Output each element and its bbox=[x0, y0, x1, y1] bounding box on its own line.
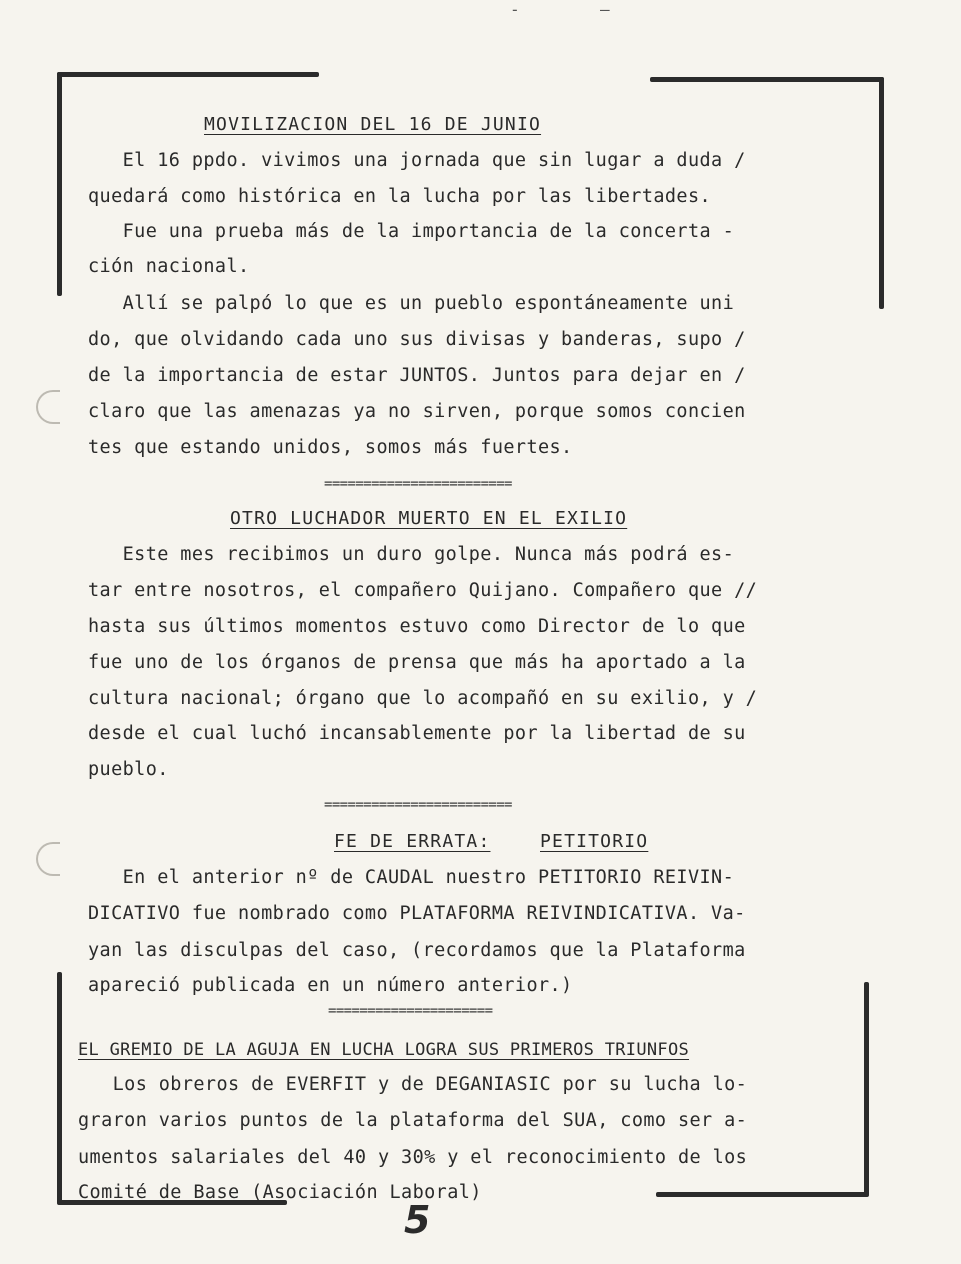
top-bracket-rule-left bbox=[57, 72, 319, 77]
page-number: 5 bbox=[404, 1198, 431, 1242]
binder-hole-upper bbox=[36, 390, 60, 424]
text-line: cultura nacional; órgano que lo acompañó en su exilio, y / bbox=[88, 688, 758, 709]
text-line: Los obreros de EVERFIT y de DEGANIASIC por su lucha lo- bbox=[78, 1074, 748, 1095]
text-line: El 16 ppdo. vivimos una jornada que sin lugar a duda / bbox=[88, 150, 746, 171]
text-line: tar entre nosotros, el compañero Quijano. Compañero que // bbox=[88, 580, 758, 601]
text-line: En el anterior nº de CAUDAL nuestro PETITORIO REIVIN- bbox=[88, 867, 735, 888]
top-bracket-rule-right bbox=[650, 77, 884, 82]
text-line: fue uno de los órganos de prensa que más ha aportado a la bbox=[88, 652, 746, 673]
heading-luchador: OTRO LUCHADOR MUERTO EN EL EXILIO bbox=[230, 508, 628, 529]
text-line: Fue una prueba más de la importancia de la concerta - bbox=[88, 221, 735, 242]
text-line: quedará como histórica en la lucha por las libertades. bbox=[88, 186, 712, 207]
top-mark-left: - bbox=[510, 0, 520, 19]
top-bracket-vertical-left bbox=[57, 72, 62, 296]
separator: ======================== bbox=[324, 476, 512, 492]
binder-hole-lower bbox=[36, 842, 60, 876]
text-line: desde el cual luchó incansablemente por la libertad de su bbox=[88, 723, 746, 744]
text-line: yan las disculpas del caso, (recordamos que la Plataforma bbox=[88, 940, 746, 961]
heading-petitorio: PETITORIO bbox=[540, 831, 649, 852]
text-line: DICATIVO fue nombrado como PLATAFORMA REIVINDICATIVA. Va- bbox=[88, 903, 746, 924]
text-line: apareció publicada en un número anterior.) bbox=[88, 975, 573, 996]
text-line: Este mes recibimos un duro golpe. Nunca más podrá es- bbox=[88, 544, 735, 565]
heading-fe-de-errata: FE DE ERRATA: bbox=[334, 831, 491, 852]
text-line: tes que estando unidos, somos más fuertes. bbox=[88, 437, 573, 458]
separator: ===================== bbox=[328, 1003, 493, 1019]
text-line: claro que las amenazas ya no sirven, porque somos concien bbox=[88, 401, 746, 422]
separator: ======================== bbox=[324, 797, 512, 813]
heading-gremio: EL GREMIO DE LA AGUJA EN LUCHA LOGRA SUS PRIMEROS TRIUNFOS bbox=[78, 1040, 690, 1060]
text-line: do, que olvidando cada uno sus divisas y banderas, supo / bbox=[88, 329, 746, 350]
text-line: Comité de Base (Asociación Laboral) bbox=[78, 1182, 482, 1203]
text-line: pueblo. bbox=[88, 759, 169, 780]
text-line: umentos salariales del 40 y 30% y el reconocimiento de los bbox=[78, 1147, 748, 1168]
text-line: Allí se palpó lo que es un pueblo espontáneamente uni bbox=[88, 293, 735, 314]
bottom-bracket-vertical-left bbox=[57, 972, 62, 1204]
text-line: graron varios puntos de la plataforma del SUA, como ser a- bbox=[78, 1110, 748, 1131]
top-mark-right: — bbox=[600, 0, 610, 19]
text-line: hasta sus últimos momentos estuvo como Director de lo que bbox=[88, 616, 746, 637]
top-bracket-vertical-right bbox=[879, 77, 884, 309]
text-line: de la importancia de estar JUNTOS. Juntos para dejar en / bbox=[88, 365, 746, 386]
bottom-bracket-vertical-right bbox=[864, 982, 869, 1196]
text-line: ción nacional. bbox=[88, 256, 250, 277]
heading-movilizacion: MOVILIZACION DEL 16 DE JUNIO bbox=[204, 114, 542, 135]
